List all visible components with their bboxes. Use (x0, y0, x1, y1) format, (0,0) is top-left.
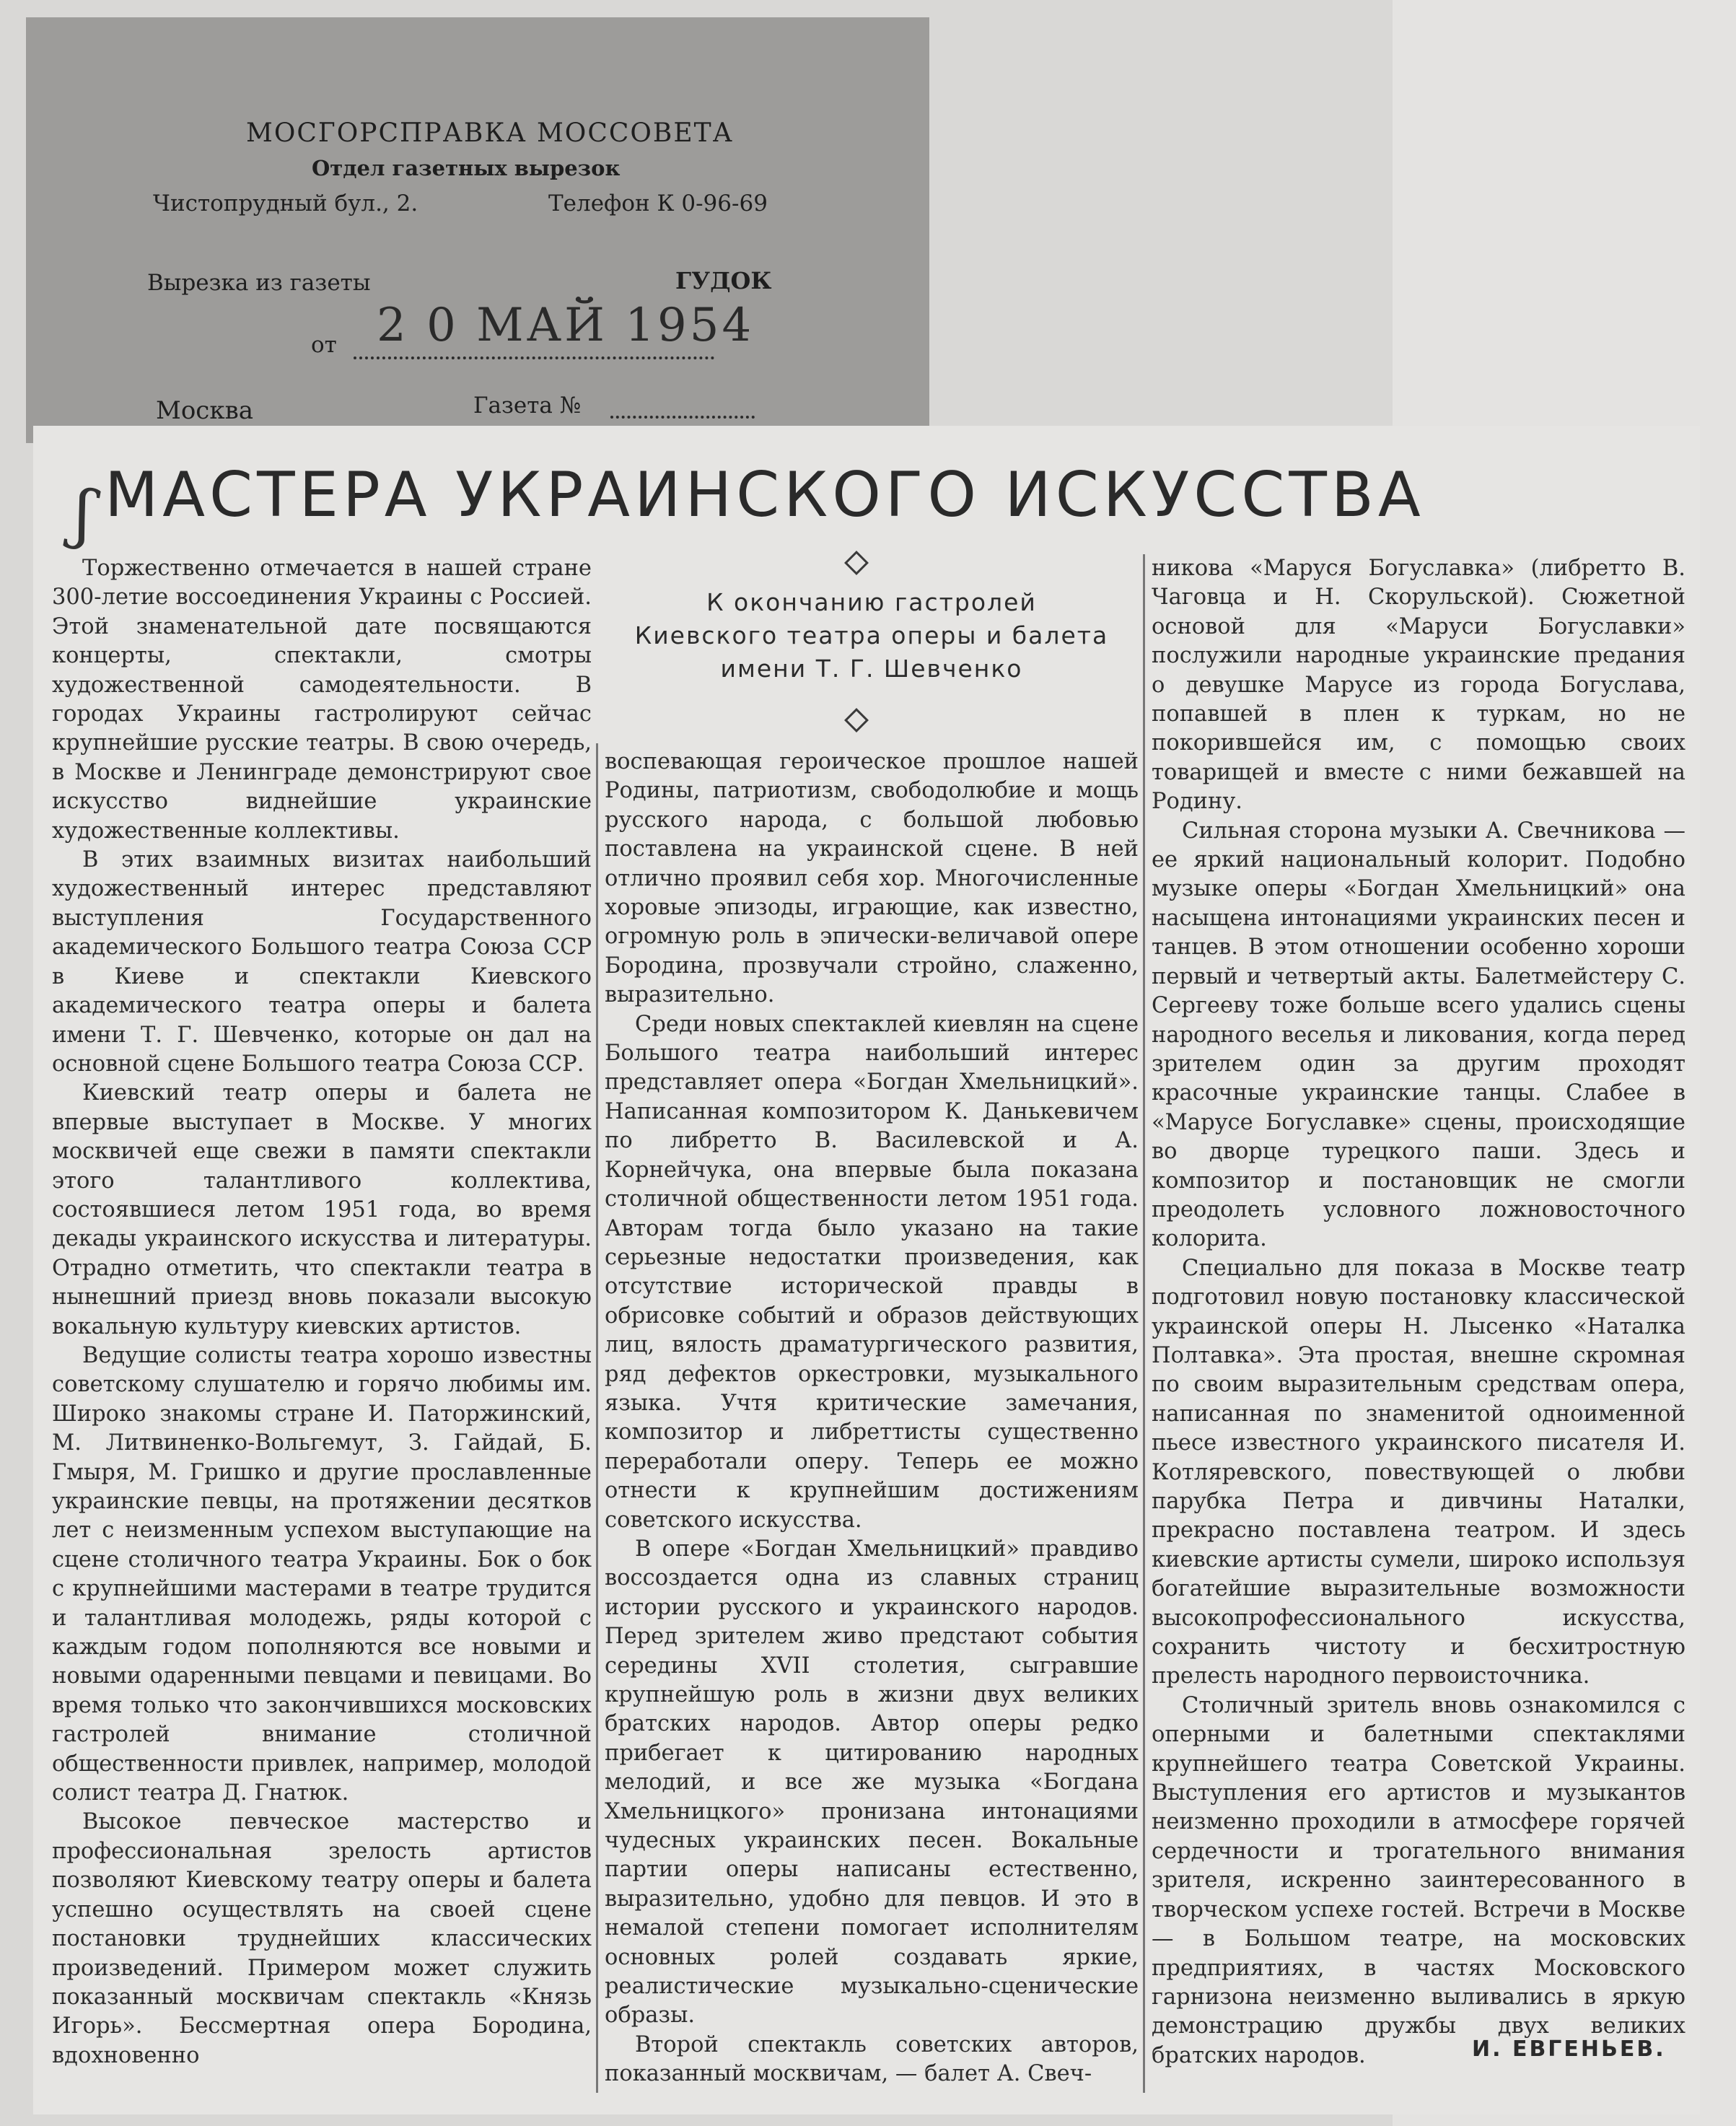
paper-number-label: Газета № (473, 393, 582, 419)
article-author: И. ЕВГЕНЬЕВ. (1472, 2037, 1666, 2062)
paragraph: Второй спектакль советских авторов, показанный москвичам, — балет А. Свеч- (605, 2031, 1139, 2087)
column-rule (596, 743, 598, 2093)
paragraph: В этих взаимных визитах наибольший художественный интерес представляют выступления Государственного академического Большого театра Союза ССР в Киеве и спектакли Киевского академического театра оперы и балета имени Т. Г. Шевченко, которые он дал на основной сцене Большого театра Союза ССР. (52, 847, 592, 1077)
margin-pencil-mark: ʃ (69, 475, 100, 554)
department-name: Отдел газетных вырезок (312, 156, 621, 180)
paragraph: воспевающая героическое прошлое нашей Родины, патриотизм, свободолюбие и мощь русского народа, с большой любовью поставлена на украинской сцене. В ней отлично проявил себя хор. Многочисленные хоровые эпизоды, играющие, как известно, огромную роль в эпически-величавой опере Бородина, прозвучали стройно, слаженно, выразительно. (605, 749, 1139, 1008)
article-title: МАСТЕРА УКРАИНСКОГО ИСКУССТВА (105, 459, 1425, 531)
paragraph: Высокое певческое мастерство и профессиональная зрелость артистов позволяют Киевскому театру оперы и балета успешно осуществлять на своей сцене постановки труднейших классических произведений. Примером может служить показанный москвичам спектакль «Князь Игорь». Бессмертная опера Бородина, вдохновенно (52, 1809, 592, 2068)
paragraph: Сильная сторона музыки А. Свечникова — ее яркий национальный колорит. Подобно музыке оперы «Богдан Хмельницкий» она насыщена интонациями украинских песен и танцев. В этом отношении особенно хороши первый и четвертый акты. Балетмейстеру С. Сергееву тоже больше всего удались сцены народного веселья и ликования, когда перед зрителем один за другим проходят красочные украинские танцы. Слабее в «Марусе Богуславке» сцены, происходящие во дворце турецкого паши. Здесь и композитор и постановщик не смогли преодолеть условного ложновосточного колорита. (1152, 818, 1685, 1252)
phone: Телефон К 0-96-69 (548, 191, 768, 216)
number-dotted-line (610, 416, 755, 419)
paragraph: В опере «Богдан Хмельницкий» правдиво воссоздается одна из славных страниц истории русского и украинского народов. Перед зрителем живо предстают события середины XVII столетия, сыгравшие крупнейшую роль в жизни двух великих братских народов. Автор оперы редко прибегает к цитированию народных мелодий, и все же музыка «Богдана Хмельницкого» пронизана интонациями чудесных украинских песен. Вокальные партии оперы написаны естественно, выразительно, удобно для певцов. И это в немалой степени помогает исполнителям основных ролей создавать яркие, реалистические музыкально-сценические образы. (605, 1536, 1139, 2029)
paragraph: Ведущие солисты театра хорошо известны советскому слушателю и горячо любимы им. Широко знакомы стране И. Паторжинский, М. Литвиненко-Вольгемут, З. Гайдай, Б. Гмыря, М. Гришко и другие прославленные украинские певцы, на протяжении десятков лет с неизменным успехом выступающие на сцене столичного театра Украины. Бок о бок с крупнейшими мастерами в театре трудится и талантливая молодежь, ряды которой с каждым годом пополняются все новыми и новыми одаренными певцами и певицами. Во время только что закончившихся московских гастролей внимание столичной общественности привлек, например, молодой солист театра Д. Гнатюк. (52, 1342, 592, 1806)
organization-name: МОСГОРСПРАВКА МОССОВЕТА (246, 118, 734, 148)
paragraph: Киевский театр оперы и балета не впервые выступает в Москве. У многих москвичей еще свежи в памяти спектакли этого талантливого коллектива, состоявшиеся летом 1951 года, во время декады украинского искусства и литературы. Отрадно отметить, что спектакли театра в нынешний приезд вновь показали высокую вокальную культуру киевских артистов. (52, 1080, 592, 1339)
paragraph: никова «Маруся Богуславка» (либретто В. Чаговца и Н. Скорульской). Сюжетной основой для «Маруси Богуславки» послужили народные украинские предания о девушке Марусе из города Богуслава, попавшей в плен к туркам, но не покорившейся им, с помощью своих товарищей и вместе с ними бежавшей на Родину. (1152, 556, 1685, 815)
clipping-label: Вырезка из газеты (147, 270, 371, 296)
article-subtitle (605, 586, 1139, 686)
city: Москва (156, 396, 253, 425)
column-rule (1143, 554, 1145, 2093)
subtitle-line: имени Т. Г. Шевченко (720, 655, 1023, 683)
paragraph: Столичный зритель вновь ознакомился с оперными и балетными спектаклями крупнейшего театра Советской Украины. Выступления его артистов и музыкантов неизменно проходили в атмосфере горячей сердечности и трогательного внимания зрителя, искренно заинтересованного в творческом успехе гостей. Встречи в Москве — в Большом театре, на московских предприятиях, в частях Московского гарнизона неизменно выливались в яркую демонстрацию дружбы двух великих братских народов. (1152, 1692, 1685, 2068)
article-column-2 (605, 748, 1139, 2089)
article-column-3 (1152, 554, 1685, 2070)
date-dotted-line (354, 356, 714, 359)
date-stamp: 2 0 МАЙ 1954 (377, 299, 755, 352)
newspaper-name: ГУДОК (675, 267, 772, 294)
clipping-service-stamp (26, 17, 929, 443)
article-column-1 (52, 554, 592, 2070)
paragraph: Среди новых спектаклей киевлян на сцене Большого театра наибольший интерес представляет опера «Богдан Хмельницкий». Написанная композитором К. Данькевичем по либретто В. Василевской и А. Корнейчука, она впервые была показана столичной общественности летом 1951 года. Авторам тогда было указано на такие серьезные недостатки произведения, как отсутствие исторической правды в обрисовке событий и образов действующих лиц, вялость драматургического развития, ряд дефектов оркестровки, музыкального языка. Учтя критические замечания, композитор и либреттисты существенно переработали оперу. Теперь ее можно отнести к крупнейшим достижениям советского искусства. (605, 1011, 1139, 1533)
date-prefix: от (311, 332, 337, 358)
paragraph: Торжественно отмечается в нашей стране 300-летие воссоединения Украины с Россией. Этой знаменательной дате посвящаются концерты, спектакли, смотры художественной самодеятельности. В городах Украины гастролируют сейчас крупнейшие русские театры. В свою очередь, в Москве и Ленинграде демонстрируют свое искусство виднейшие украинские художественные коллективы. (52, 556, 592, 844)
subtitle-line: Киевского театра оперы и балета (634, 621, 1109, 649)
address: Чистопрудный бул., 2. (153, 191, 418, 216)
paragraph: Специально для показа в Москве театр подготовил новую постановку классической украинской оперы Н. Лысенко «Наталка Полтавка». Эта простая, внешне скромная по своим выразительным средствам опера, написанная по знаменитой одноименной пьесе известного украинского писателя И. Котляревского, повествующей о любви парубка Петра и дивчины Наталки, прекрасно поставлена театром. И здесь киевские артисты сумели, широко используя богатейшие выразительные возможности высокопрофессионального искусства, сохранить чистоту и бесхитростную прелесть народного первоисточника. (1152, 1255, 1685, 1689)
subtitle-line: К окончанию гастролей (706, 588, 1037, 616)
